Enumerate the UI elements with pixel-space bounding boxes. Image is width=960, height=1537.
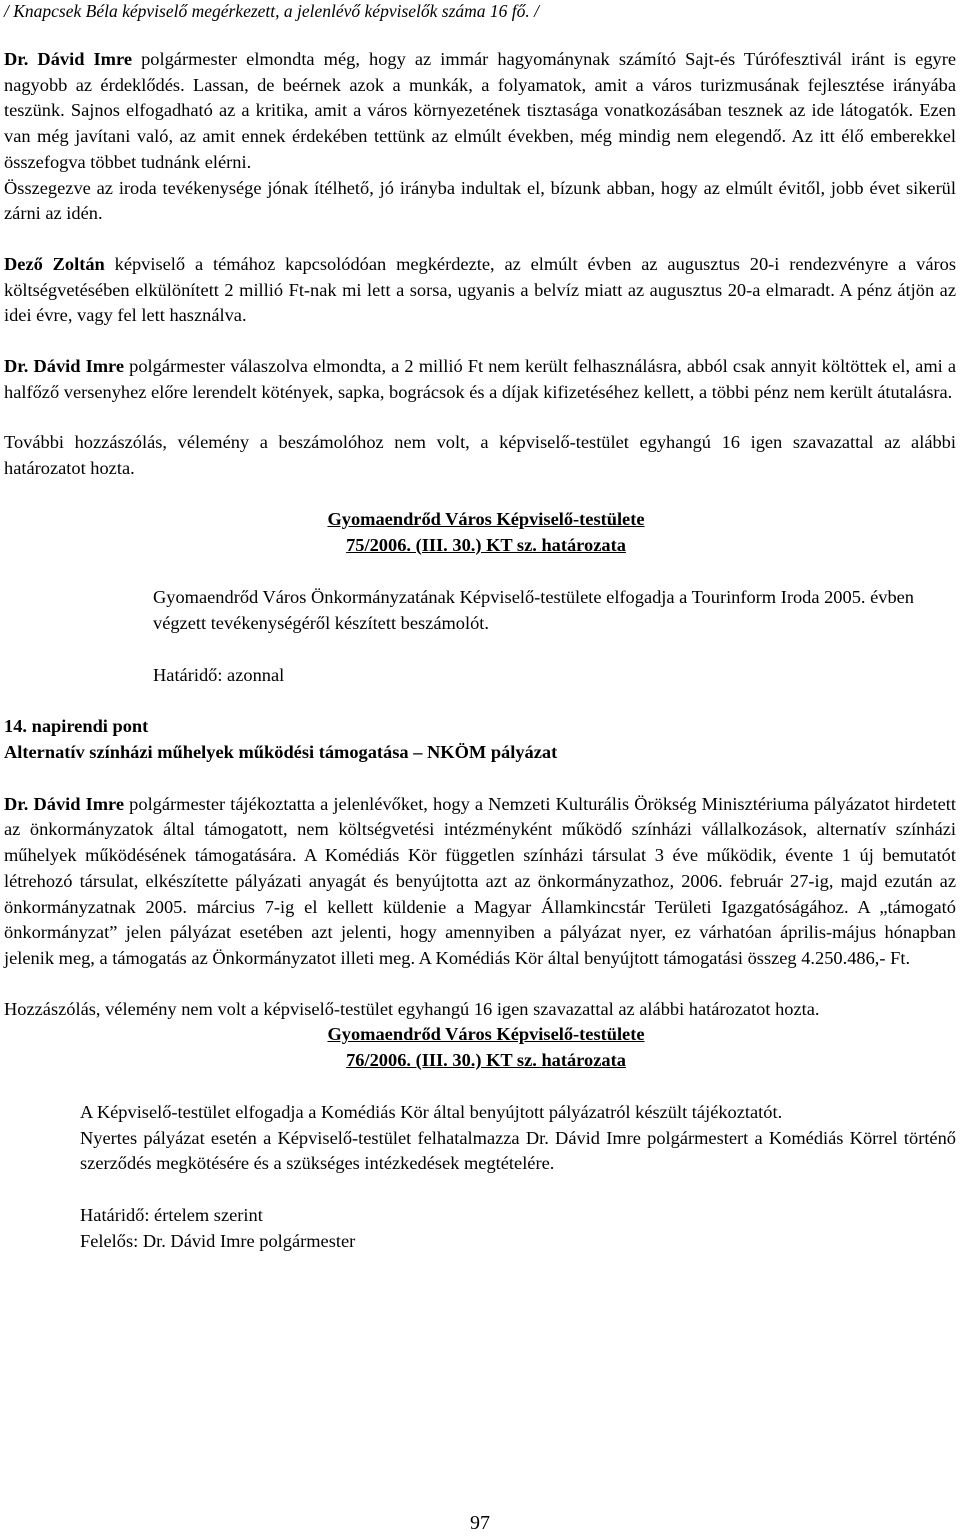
resolution-1-body: Gyomaendrőd Város Képviselő-testülete — [327, 508, 645, 529]
speaker-name: Dr. Dávid Imre — [4, 793, 125, 814]
resolution-2-text-2: Nyertes pályázat esetén a Képviselő-testület felhatalmazza Dr. Dávid Imre polgármestert a Komédiás Körrel történő szerződés megkötésére és a szükséges intézkedések megtételére. — [80, 1127, 956, 1174]
paragraph-summary: Összegezve az iroda tevékenysége jónak ítélhető, jó irányba indultak el, bízunk abban, hogy az elmúlt évitől, jobb évet sikerül zárni az idén. — [4, 177, 956, 224]
paragraph-vote-2: Hozzászólás, vélemény nem volt a képviselő-testület egyhangú 16 igen szavazattal az alábbi határozatot hozta. — [4, 998, 820, 1019]
resolution-2-text-1: A Képviselő-testület elfogadja a Komédiás Kör által benyújtott pályázatról készült tájékoztatót. — [80, 1101, 783, 1122]
resolution-2-deadline: Határidő: értelem szerint — [80, 1204, 263, 1225]
paragraph-vote: További hozzászólás, vélemény a beszámolóhoz nem volt, a képviselő-testület egyhangú 16 igen szavazattal az alábbi határozatot hozta. — [4, 432, 956, 479]
paragraph-mayor-theatre: Dr. Dávid Imre polgármester tájékoztatta a jelenlévőket, hogy a Nemzeti Kulturális Örökség Minisztériuma pályázatot hirdetett az önkormányzatok által támogatott, nem költségvetési intézményként működő színházi vállalkozások, alternatív színházi műhelyek működésének támogatására. A Komédiás Kör független színházi társulat 3 éve működik, évente 1 új bemutatót létrehozó társulat, elkészítette pályázati anyagát és benyújtotta azt az önkormányzathoz, 2006. február 27-ig, majd ezután az önkormányzatnak 2005. március 7-ig el kellett küldenie a Magyar Államkincstár Területi Igazgatóságához. A „támogató önkormányzat” jelen pályázat esetében azt jelenti, hogy amennyiben a pályázat nyer, ez várhatóan április-május hónapban jelenik meg, a támogatás az Önkormányzatot illeti meg. A Komédiás Kör által benyújtott támogatási összeg 4.250.486,- Ft. — [4, 793, 956, 968]
resolution-2-responsible: Felelős: Dr. Dávid Imre polgármester — [80, 1230, 356, 1251]
resolution-2-body: Gyomaendrőd Város Képviselő-testülete — [327, 1024, 645, 1045]
speaker-name: Dező Zoltán — [4, 253, 105, 274]
paragraph-mayor-answer: Dr. Dávid Imre polgármester válaszolva elmondta, a 2 millió Ft nem került felhasználásra, abból csak annyit költöttek el, ami a halfőző versenyhez előre lerendelt kötények, sapka, bográcsok és a díjak kifizetéséhez kellett, a többi pénz nem került átutalásra. — [4, 356, 956, 402]
resolution-1-deadline: Határidő: azonnal — [153, 664, 285, 685]
page-number: 97 — [470, 1512, 490, 1534]
document-page — [4, 0, 956, 1534]
resolution-2-content — [80, 1100, 956, 1255]
paragraph-dezso-question: Dező Zoltán képviselő a témához kapcsolódóan megkérdezte, az elmúlt évben az augusztus 20-i rendezvényre a város költségvetésében elkülönített 2 millió Ft-nak mi lett a sorsa, ugyanis a belvíz miatt az augusztus 20-a elmaradt. A pénz átjön az idei évre, vagy fel lett használva. — [4, 253, 956, 326]
paragraph-mayor-festival: Dr. Dávid Imre polgármester elmondta még, hogy az immár hagyománynak számító Sajt-és Túrófesztivál iránt is egyre nagyobb az érdeklődés. Lassan, de beérnek azok a munkák, a folyamatok, amit a város turizmusának fejlesztése irányába teszünk. Sajnos elfogadható az a kritika, amit a város környezetének tisztasága vonatkozásában tesznek az ide látogatók. Ezen van még javítani való, az amit ennek érdekében tettünk az elmúlt években, még mindig nem elegendő. Az itt élő emberekkel összefogva többet tudnánk elérni. — [4, 49, 956, 172]
speaker-name: Dr. Dávid Imre — [4, 356, 125, 377]
attendance-note: / Knapcsek Béla képviselő megérkezett, a jelenlévő képviselők száma 16 fő. / — [4, 1, 540, 21]
resolution-1-text: Gyomaendrőd Város Önkormányzatának Képviselő-testülete elfogadja a Tourinform Iroda 2005. évben végzett tevékenységéről készített beszámolót. — [153, 587, 915, 633]
agenda-item-number: 14. napirendi pont — [4, 716, 149, 737]
resolution-1-number: 75/2006. (III. 30.) KT sz. határozata — [346, 534, 626, 555]
agenda-item-title: Alternatív színházi műhelyek működési támogatása – NKÖM pályázat — [4, 742, 558, 763]
speaker-name: Dr. Dávid Imre — [4, 49, 132, 69]
resolution-2-number: 76/2006. (III. 30.) KT sz. határozata — [346, 1050, 626, 1071]
